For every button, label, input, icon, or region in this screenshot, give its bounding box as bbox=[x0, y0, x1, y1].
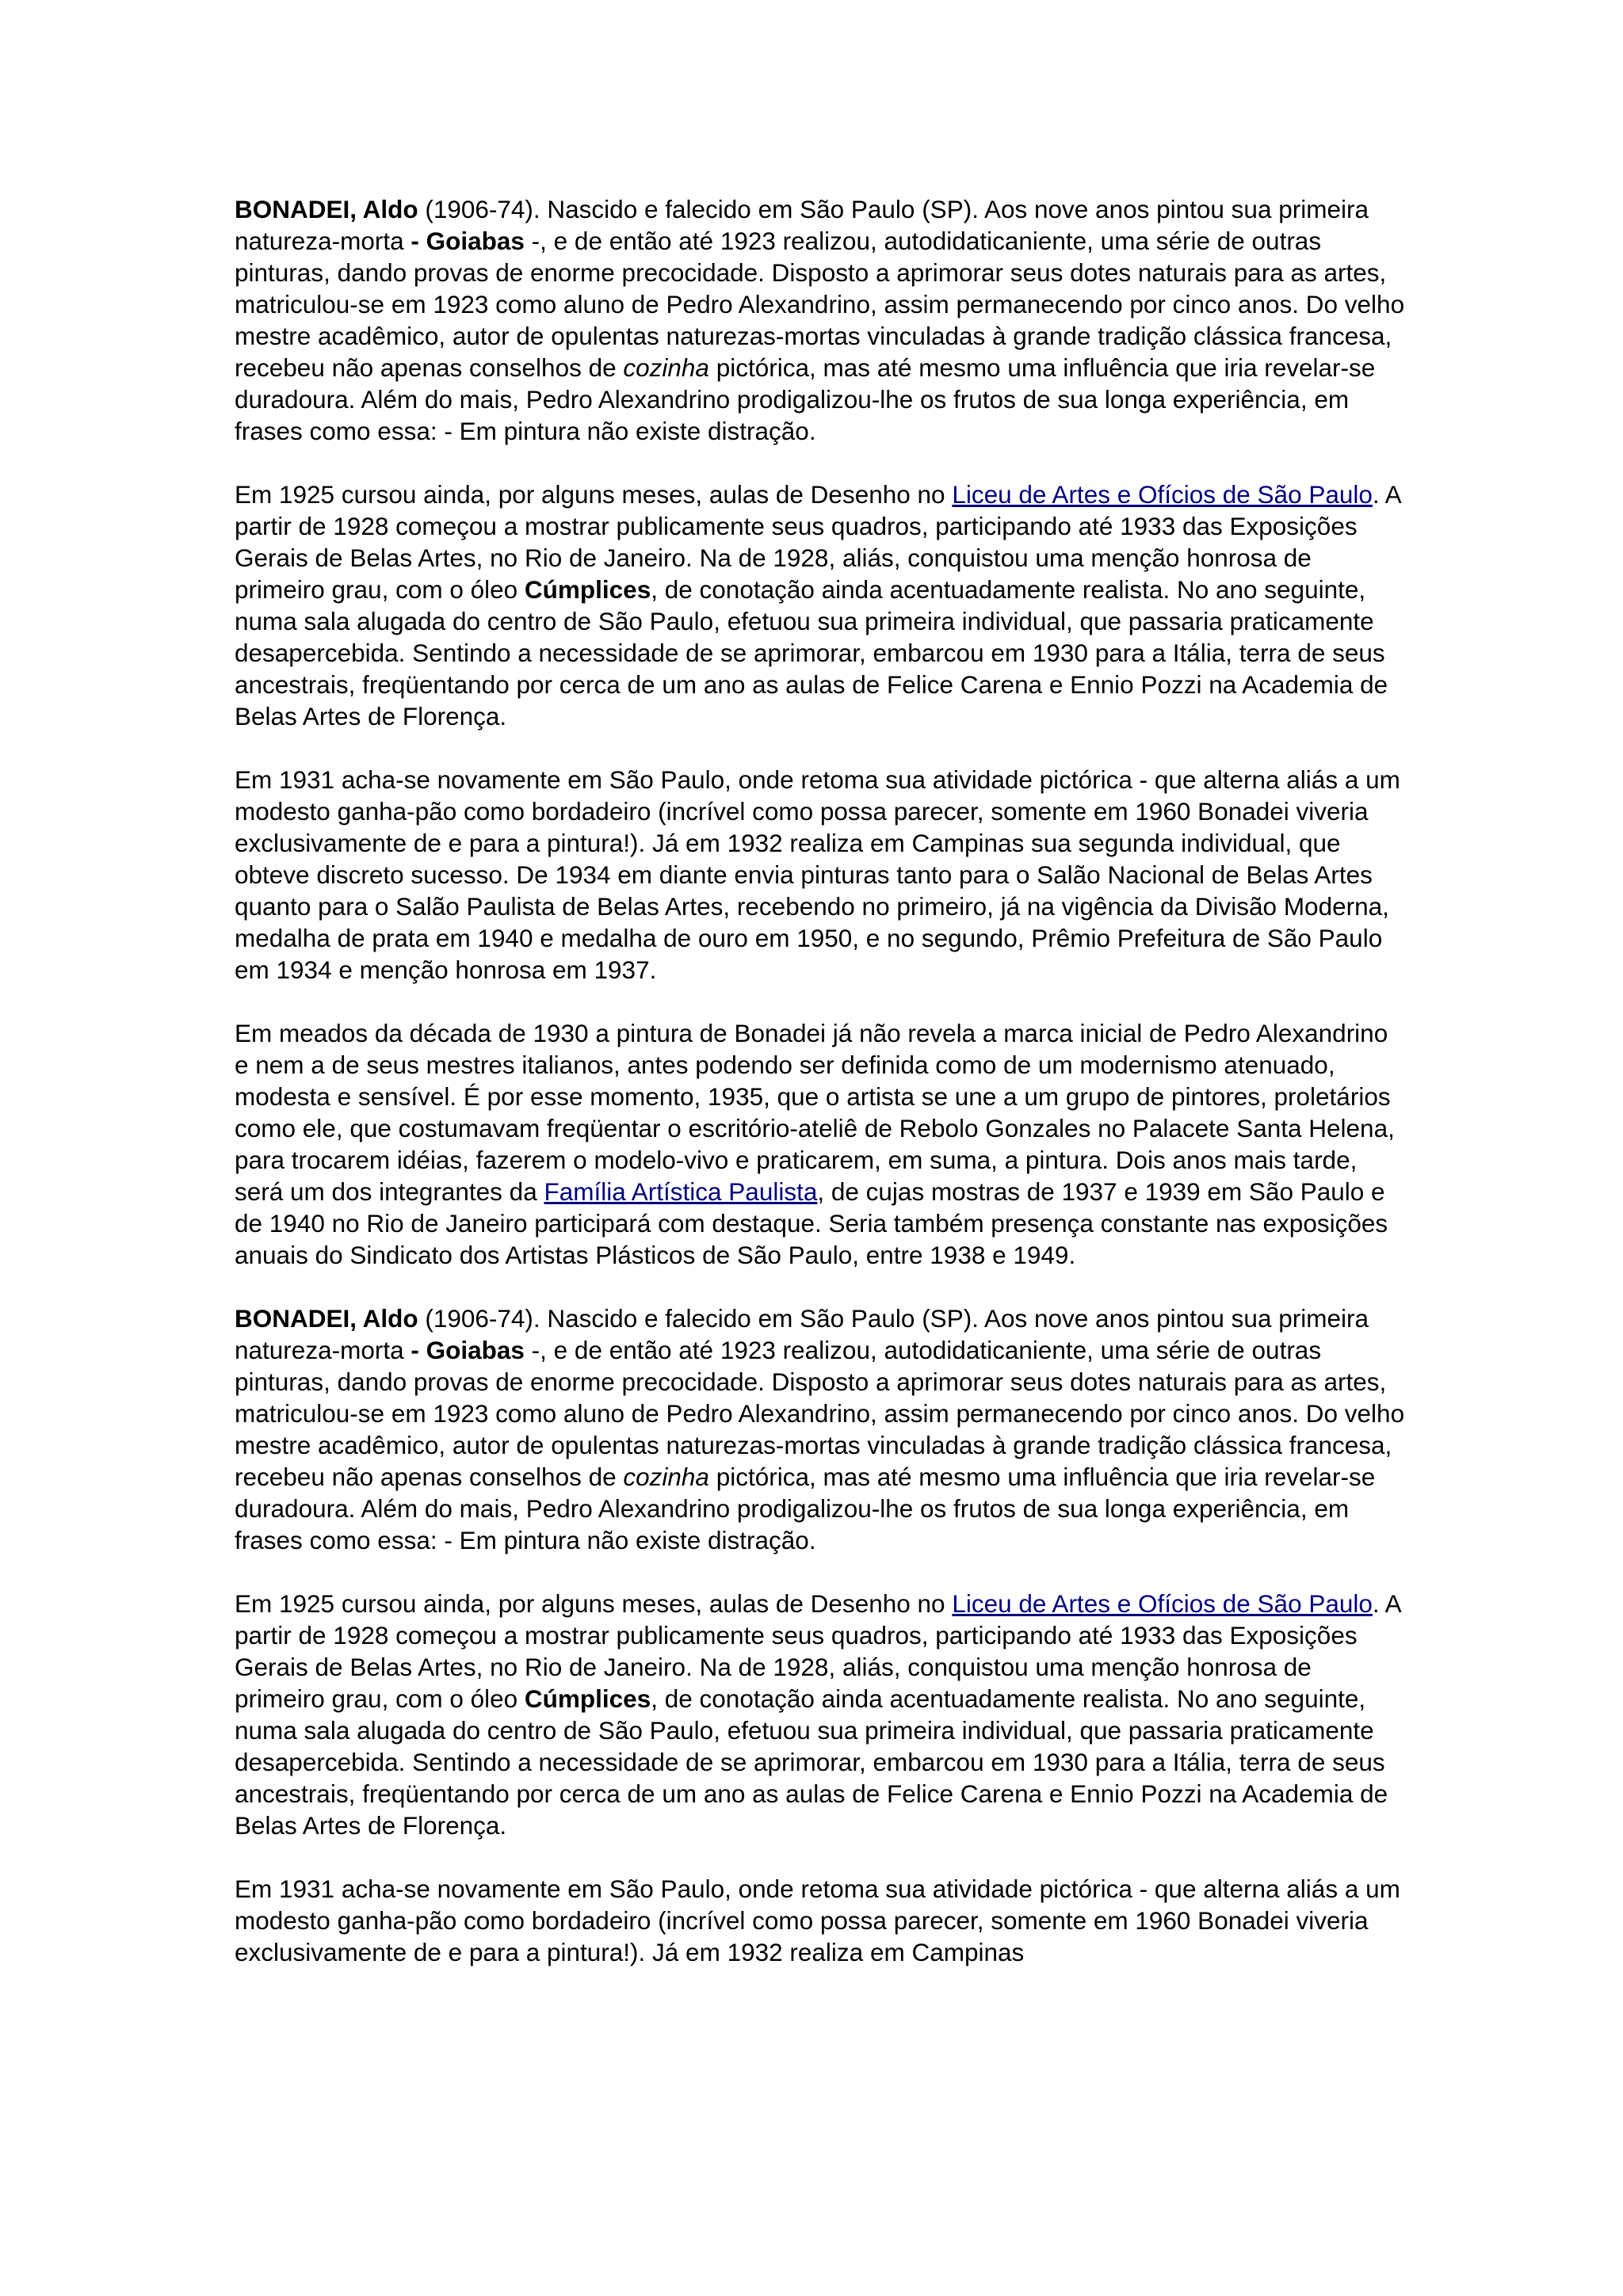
paragraph-return-sao-paulo: Em 1931 acha-se novamente em São Paulo, onde retoma sua atividade pictórica - que alterna aliás a um modesto ganha-pão como bordadeiro (incrível como possa parecer, somente em 1960 Bonadei viveria exclusivamente de e para a pintura!). Já em 1932 realiza em Campinas bbox=[235, 1875, 1400, 1966]
paragraph-early-career: Em 1925 cursou ainda, por alguns meses, aulas de Desenho no Liceu de Artes e Ofícios de São Paulo. A partir de 1928 começou a mostrar publicamente seus quadros, participando até 1933 das Exposições Gerais de Belas Artes, no Rio de Janeiro. Na de 1928, aliás, conquistou uma menção honrosa de primeiro grau, com o óleo Cúmplices, de conotação ainda acentuadamente realista. No ano seguinte, numa sala alugada do centro de São Paulo, efetuou sua primeira individual, que passaria praticamente desapercebida. Sentindo a necessidade de se aprimorar, embarcou em 1930 para a Itália, terra de seus ancestrais, freqüentando por cerca de um ano as aulas de Felice Carena e Ennio Pozzi na Academia de Belas Artes de Florença. bbox=[235, 480, 1400, 730]
liceu-link[interactable]: Liceu de Artes e Ofícios de São Paulo bbox=[952, 480, 1373, 509]
paragraph-return-sao-paulo: Em 1931 acha-se novamente em São Paulo, onde retoma sua atividade pictórica - que alterna aliás a um modesto ganha-pão como bordadeiro (incrível como possa parecer, somente em 1960 Bonadei viveria exclusivamente de e para a pintura!). Já em 1932 realiza em Campinas sua segunda individual, que obteve discreto sucesso. De 1934 em diante envia pinturas tanto para o Salão Nacional de Belas Artes quanto para o Salão Paulista de Belas Artes, recebendo no primeiro, já na vigência da Divisão Moderna, medalha de prata em 1940 e medalha de ouro em 1950, e no segundo, Prêmio Prefeitura de São Paulo em 1934 e menção honrosa em 1937. bbox=[235, 765, 1400, 984]
painting-title: - Goiabas bbox=[411, 227, 525, 255]
painting-title: Cúmplices bbox=[524, 575, 651, 604]
emphasis-text: cozinha bbox=[623, 353, 709, 382]
artist-name: BONADEI, Aldo bbox=[235, 1304, 418, 1333]
artist-name: BONADEI, Aldo bbox=[235, 195, 418, 223]
painting-title: - Goiabas bbox=[411, 1336, 525, 1364]
paragraph-mid-1930s: Em meados da década de 1930 a pintura de Bonadei já não revela a marca inicial de Pedro Alexandrino e nem a de seus mestres italianos, antes podendo ser definida como de um modernismo atenuado, modesta e sensível. É por esse momento, 1935, que o artista se une a um grupo de pintores, proletários como ele, que costumavam freqüentar o escritório-ateliê de Rebolo Gonzales no Palacete Santa Helena, para trocarem idéias, fazerem o modelo-vivo e praticarem, em suma, a pintura. Dois anos mais tarde, será um dos integrantes da Família Artística Paulista, de cujas mostras de 1937 e 1939 em São Paulo e de 1940 no Rio de Janeiro participará com destaque. Seria também presença constante nas exposições anuais do Sindicato dos Artistas Plásticos de São Paulo, entre 1938 e 1949. bbox=[235, 1019, 1395, 1269]
painting-title: Cúmplices bbox=[524, 1684, 651, 1713]
emphasis-text: cozinha bbox=[623, 1463, 709, 1491]
liceu-link[interactable]: Liceu de Artes e Ofícios de São Paulo bbox=[952, 1589, 1373, 1618]
familia-artistica-link[interactable]: Família Artística Paulista bbox=[544, 1177, 818, 1206]
document-page bbox=[235, 193, 1407, 1968]
paragraph-early-career: Em 1925 cursou ainda, por alguns meses, aulas de Desenho no Liceu de Artes e Ofícios de São Paulo. A partir de 1928 começou a mostrar publicamente seus quadros, participando até 1933 das Exposições Gerais de Belas Artes, no Rio de Janeiro. Na de 1928, aliás, conquistou uma menção honrosa de primeiro grau, com o óleo Cúmplices, de conotação ainda acentuadamente realista. No ano seguinte, numa sala alugada do centro de São Paulo, efetuou sua primeira individual, que passaria praticamente desapercebida. Sentindo a necessidade de se aprimorar, embarcou em 1930 para a Itália, terra de seus ancestrais, freqüentando por cerca de um ano as aulas de Felice Carena e Ennio Pozzi na Academia de Belas Artes de Florença. bbox=[235, 1589, 1400, 1840]
paragraph-biography-intro: BONADEI, Aldo (1906-74). Nascido e falecido em São Paulo (SP). Aos nove anos pintou sua primeira natureza-morta - Goiabas -, e de então até 1923 realizou, autodidaticaniente, uma série de outras pinturas, dando provas de enorme precocidade. Disposto a aprimorar seus dotes naturais para as artes, matriculou-se em 1923 como aluno de Pedro Alexandrino, assim permanecendo por cinco anos. Do velho mestre acadêmico, autor de opulentas naturezas-mortas vinculadas à grande tradição clássica francesa, recebeu não apenas conselhos de cozinha pictórica, mas até mesmo uma influência que iria revelar-se duradoura. Além do mais, Pedro Alexandrino prodigalizou-lhe os frutos de sua longa experiência, em frases como essa: - Em pintura não existe distração. bbox=[235, 1304, 1405, 1554]
paragraph-biography-intro: BONADEI, Aldo (1906-74). Nascido e falecido em São Paulo (SP). Aos nove anos pintou sua primeira natureza-morta - Goiabas -, e de então até 1923 realizou, autodidaticaniente, uma série de outras pinturas, dando provas de enorme precocidade. Disposto a aprimorar seus dotes naturais para as artes, matriculou-se em 1923 como aluno de Pedro Alexandrino, assim permanecendo por cinco anos. Do velho mestre acadêmico, autor de opulentas naturezas-mortas vinculadas à grande tradição clássica francesa, recebeu não apenas conselhos de cozinha pictórica, mas até mesmo uma influência que iria revelar-se duradoura. Além do mais, Pedro Alexandrino prodigalizou-lhe os frutos de sua longa experiência, em frases como essa: - Em pintura não existe distração. bbox=[235, 195, 1405, 445]
